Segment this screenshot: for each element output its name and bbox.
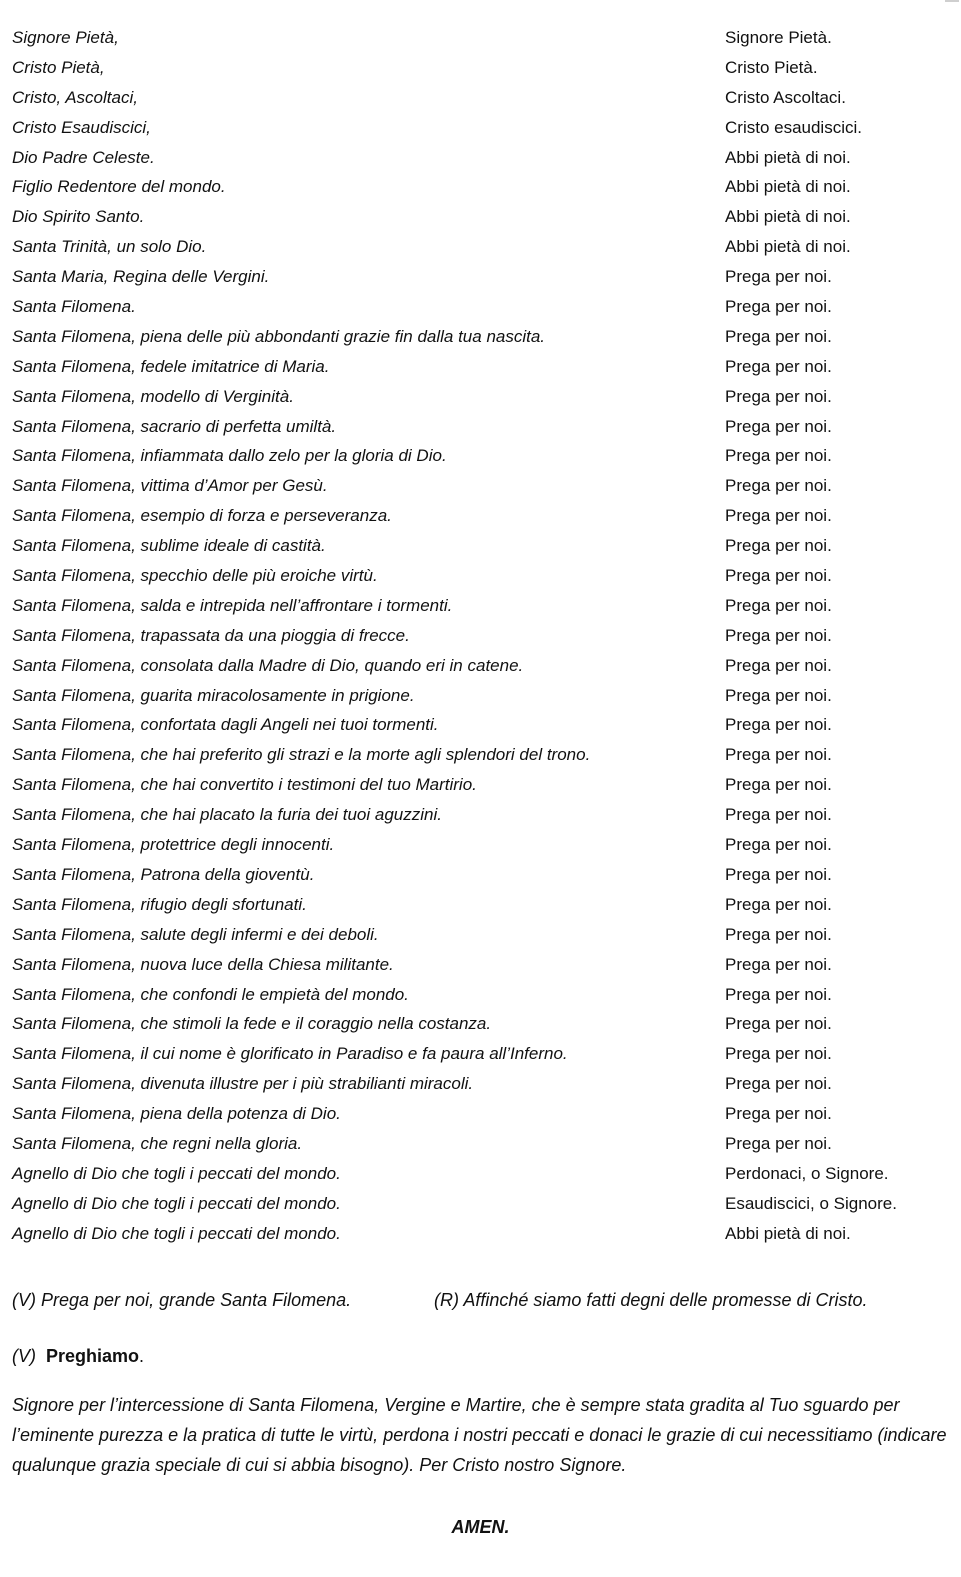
litany-row [12, 1009, 952, 1039]
response-text: Prega per noi. [725, 1074, 832, 1094]
response-text: Prega per noi. [725, 775, 832, 795]
response-text: Prega per noi. [725, 416, 832, 436]
invocation-text: Santa Filomena, sublime ideale di castità. [12, 536, 326, 556]
response-text: Abbi pietà di noi. [725, 237, 851, 257]
litany-row [12, 1159, 952, 1189]
response-text: Prega per noi. [725, 745, 832, 765]
invocation-text: Santa Filomena. [12, 297, 136, 317]
litany-row [12, 23, 952, 53]
invocation-text: Santa Filomena, che hai convertito i testimoni del tuo Martirio. [12, 775, 477, 795]
litany-row [12, 412, 952, 442]
invocation-text: Santa Filomena, che hai preferito gli strazi e la morte agli splendori del trono. [12, 745, 591, 765]
invocation-text: Santa Filomena, che confondi le empietà del mondo. [12, 984, 409, 1004]
litany-row [12, 681, 952, 711]
response-text: Prega per noi. [725, 506, 832, 526]
response-text: Prega per noi. [725, 326, 832, 346]
litany-row [12, 830, 952, 860]
invocation-text: Dio Spirito Santo. [12, 207, 145, 227]
invocation-text: Santa Filomena, che hai placato la furia dei tuoi aguzzini. [12, 805, 442, 825]
invocation-text: Santa Filomena, salda e intrepida nell’affrontare i tormenti. [12, 595, 453, 615]
invocation-text: Santa Filomena, salute degli infermi e dei deboli. [12, 924, 379, 944]
invocation-text: Santa Filomena, confortata dagli Angeli nei tuoi tormenti. [12, 715, 439, 735]
litany-row [12, 1099, 952, 1129]
response-text: Prega per noi. [725, 356, 832, 376]
invocation-text: Santa Filomena, rifugio degli sfortunati. [12, 894, 307, 914]
invocation-text: Santa Filomena, guarita miracolosamente in prigione. [12, 685, 415, 705]
invocation-text: Agnello di Dio che togli i peccati del mondo. [12, 1193, 341, 1213]
response-text: Prega per noi. [725, 805, 832, 825]
litany-row [12, 1219, 952, 1249]
litany-row [12, 980, 952, 1010]
litany-row [12, 591, 952, 621]
invocation-text: Santa Filomena, che stimoli la fede e il coraggio nella costanza. [12, 1014, 492, 1034]
response-text: Prega per noi. [725, 386, 832, 406]
litany-row [12, 232, 952, 262]
response-text: Prega per noi. [725, 1133, 832, 1153]
invocation-text: Cristo, Ascoltaci, [12, 87, 138, 107]
litany-row [12, 920, 952, 950]
invocation-text: Santa Filomena, specchio delle più eroiche virtù. [12, 566, 378, 586]
oremus-dot: . [139, 1346, 145, 1366]
litany-row [12, 382, 952, 412]
invocation-text: Santa Filomena, sacrario di perfetta umiltà. [12, 416, 337, 436]
response-text: Abbi pietà di noi. [725, 207, 851, 227]
invocation-text: Santa Filomena, consolata dalla Madre di Dio, quando eri in catene. [12, 655, 524, 675]
litany-row [12, 262, 952, 292]
litany-row [12, 1069, 952, 1099]
response-text: Prega per noi. [725, 566, 832, 586]
invocation-text: Santa Filomena, il cui nome è glorificato in Paradiso e fa paura all’Inferno. [12, 1044, 568, 1064]
litany-row [12, 1189, 952, 1219]
litany-row [12, 113, 952, 143]
response-text: Prega per noi. [725, 1014, 832, 1034]
litany-row [12, 710, 952, 740]
invocation-text: Santa Filomena, che regni nella gloria. [12, 1133, 303, 1153]
response-text: Prega per noi. [725, 1044, 832, 1064]
invocation-text: Santa Filomena, modello di Verginità. [12, 386, 294, 406]
invocation-text: Cristo Pietà, [12, 57, 105, 77]
versicle-response-line [12, 1286, 952, 1314]
response-text: Prega per noi. [725, 864, 832, 884]
litany-row [12, 860, 952, 890]
response-text: Cristo Pietà. [725, 57, 818, 77]
response-text: Abbi pietà di noi. [725, 1223, 851, 1243]
invocation-text: Santa Filomena, vittima d’Amor per Gesù. [12, 476, 328, 496]
response-text: Prega per noi. [725, 715, 832, 735]
invocation-text: Santa Filomena, trapassata da una pioggia di frecce. [12, 625, 410, 645]
litany-row [12, 651, 952, 681]
litany-row [12, 471, 952, 501]
closing-prayer: Signore per l’intercessione di Santa Filomena, Vergine e Martire, che è sempre stata gradita al Tuo sguardo per l’eminente purezza e la pratica di tutte le virtù, perdona i nostri peccati e donaci le grazie di cui necessitiamo (indicare qualunque grazia speciale di cui si abbia bisogno). Per Cristo nostro Signore. [12, 1395, 947, 1475]
litany-row [12, 950, 952, 980]
invocation-text: Santa Filomena, fedele imitatrice di Maria. [12, 356, 330, 376]
invocation-text: Cristo Esaudiscici, [12, 117, 151, 137]
invocation-text: Santa Filomena, esempio di forza e perseveranza. [12, 506, 392, 526]
litany-list [12, 23, 952, 1249]
response-text: Cristo esaudiscici. [725, 117, 862, 137]
response-text: Prega per noi. [725, 446, 832, 466]
response-text: Prega per noi. [725, 1104, 832, 1124]
oremus-line [12, 1342, 144, 1370]
litany-row [12, 202, 952, 232]
versicle-text: (V) Prega per noi, grande Santa Filomena. [12, 1290, 352, 1310]
invocation-text: Santa Filomena, nuova luce della Chiesa militante. [12, 954, 394, 974]
litany-row [12, 143, 952, 173]
response-text: Esaudiscici, o Signore. [725, 1193, 897, 1213]
invocation-text: Santa Maria, Regina delle Vergini. [12, 267, 270, 287]
invocation-text: Santa Filomena, infiammata dallo zelo per la gloria di Dio. [12, 446, 447, 466]
litany-row [12, 441, 952, 471]
response-text: Abbi pietà di noi. [725, 177, 851, 197]
response-text: Prega per noi. [725, 476, 832, 496]
response-text: Prega per noi. [725, 954, 832, 974]
corner-mark [945, 0, 959, 2]
response-text: Abbi pietà di noi. [725, 147, 851, 167]
litany-row [12, 53, 952, 83]
litany-row [12, 531, 952, 561]
litany-row [12, 800, 952, 830]
amen-text: AMEN. [451, 1517, 510, 1537]
litany-row [12, 561, 952, 591]
response-text: Prega per noi. [725, 894, 832, 914]
response-text: Perdonaci, o Signore. [725, 1163, 889, 1183]
response-text: Prega per noi. [725, 924, 832, 944]
invocation-text: Santa Filomena, protettrice degli innocenti. [12, 835, 335, 855]
invocation-text: Signore Pietà, [12, 28, 119, 47]
litany-row [12, 1129, 952, 1159]
response-text: Prega per noi. [725, 984, 832, 1004]
litany-row [12, 83, 952, 113]
litany-row [12, 890, 952, 920]
litany-row [12, 501, 952, 531]
litany-row [12, 352, 952, 382]
oremus-word: Preghiamo [46, 1346, 140, 1366]
litany-row [12, 740, 952, 770]
litany-row [12, 1039, 952, 1069]
oremus-label: (V) [12, 1346, 36, 1366]
response-text: Signore Pietà. [725, 28, 832, 47]
invocation-text: Dio Padre Celeste. [12, 147, 155, 167]
response-text: Cristo Ascoltaci. [725, 87, 846, 107]
invocation-text: Santa Filomena, piena delle più abbondanti grazie fin dalla tua nascita. [12, 326, 546, 346]
invocation-text: Santa Filomena, divenuta illustre per i più strabilianti miracoli. [12, 1074, 474, 1094]
response-text: Prega per noi. [725, 625, 832, 645]
response-text: Prega per noi. [725, 685, 832, 705]
litany-row [12, 770, 952, 800]
response-text: Prega per noi. [725, 267, 832, 287]
response-text: Prega per noi. [725, 655, 832, 675]
invocation-text: Santa Filomena, Patrona della gioventù. [12, 864, 315, 884]
invocation-text: Figlio Redentore del mondo. [12, 177, 226, 197]
response-text: Prega per noi. [725, 536, 832, 556]
litany-row [12, 322, 952, 352]
invocation-text: Agnello di Dio che togli i peccati del mondo. [12, 1163, 341, 1183]
invocation-text: Agnello di Dio che togli i peccati del mondo. [12, 1223, 341, 1243]
invocation-text: Santa Filomena, piena della potenza di Dio. [12, 1104, 341, 1124]
response-text: Prega per noi. [725, 297, 832, 317]
litany-row [12, 621, 952, 651]
invocation-text: Santa Trinità, un solo Dio. [12, 237, 207, 257]
response-text: Prega per noi. [725, 595, 832, 615]
response-text: (R) Affinché siamo fatti degni delle promesse di Cristo. [434, 1290, 868, 1310]
litany-row [12, 292, 952, 322]
response-text: Prega per noi. [725, 835, 832, 855]
litany-row [12, 172, 952, 202]
